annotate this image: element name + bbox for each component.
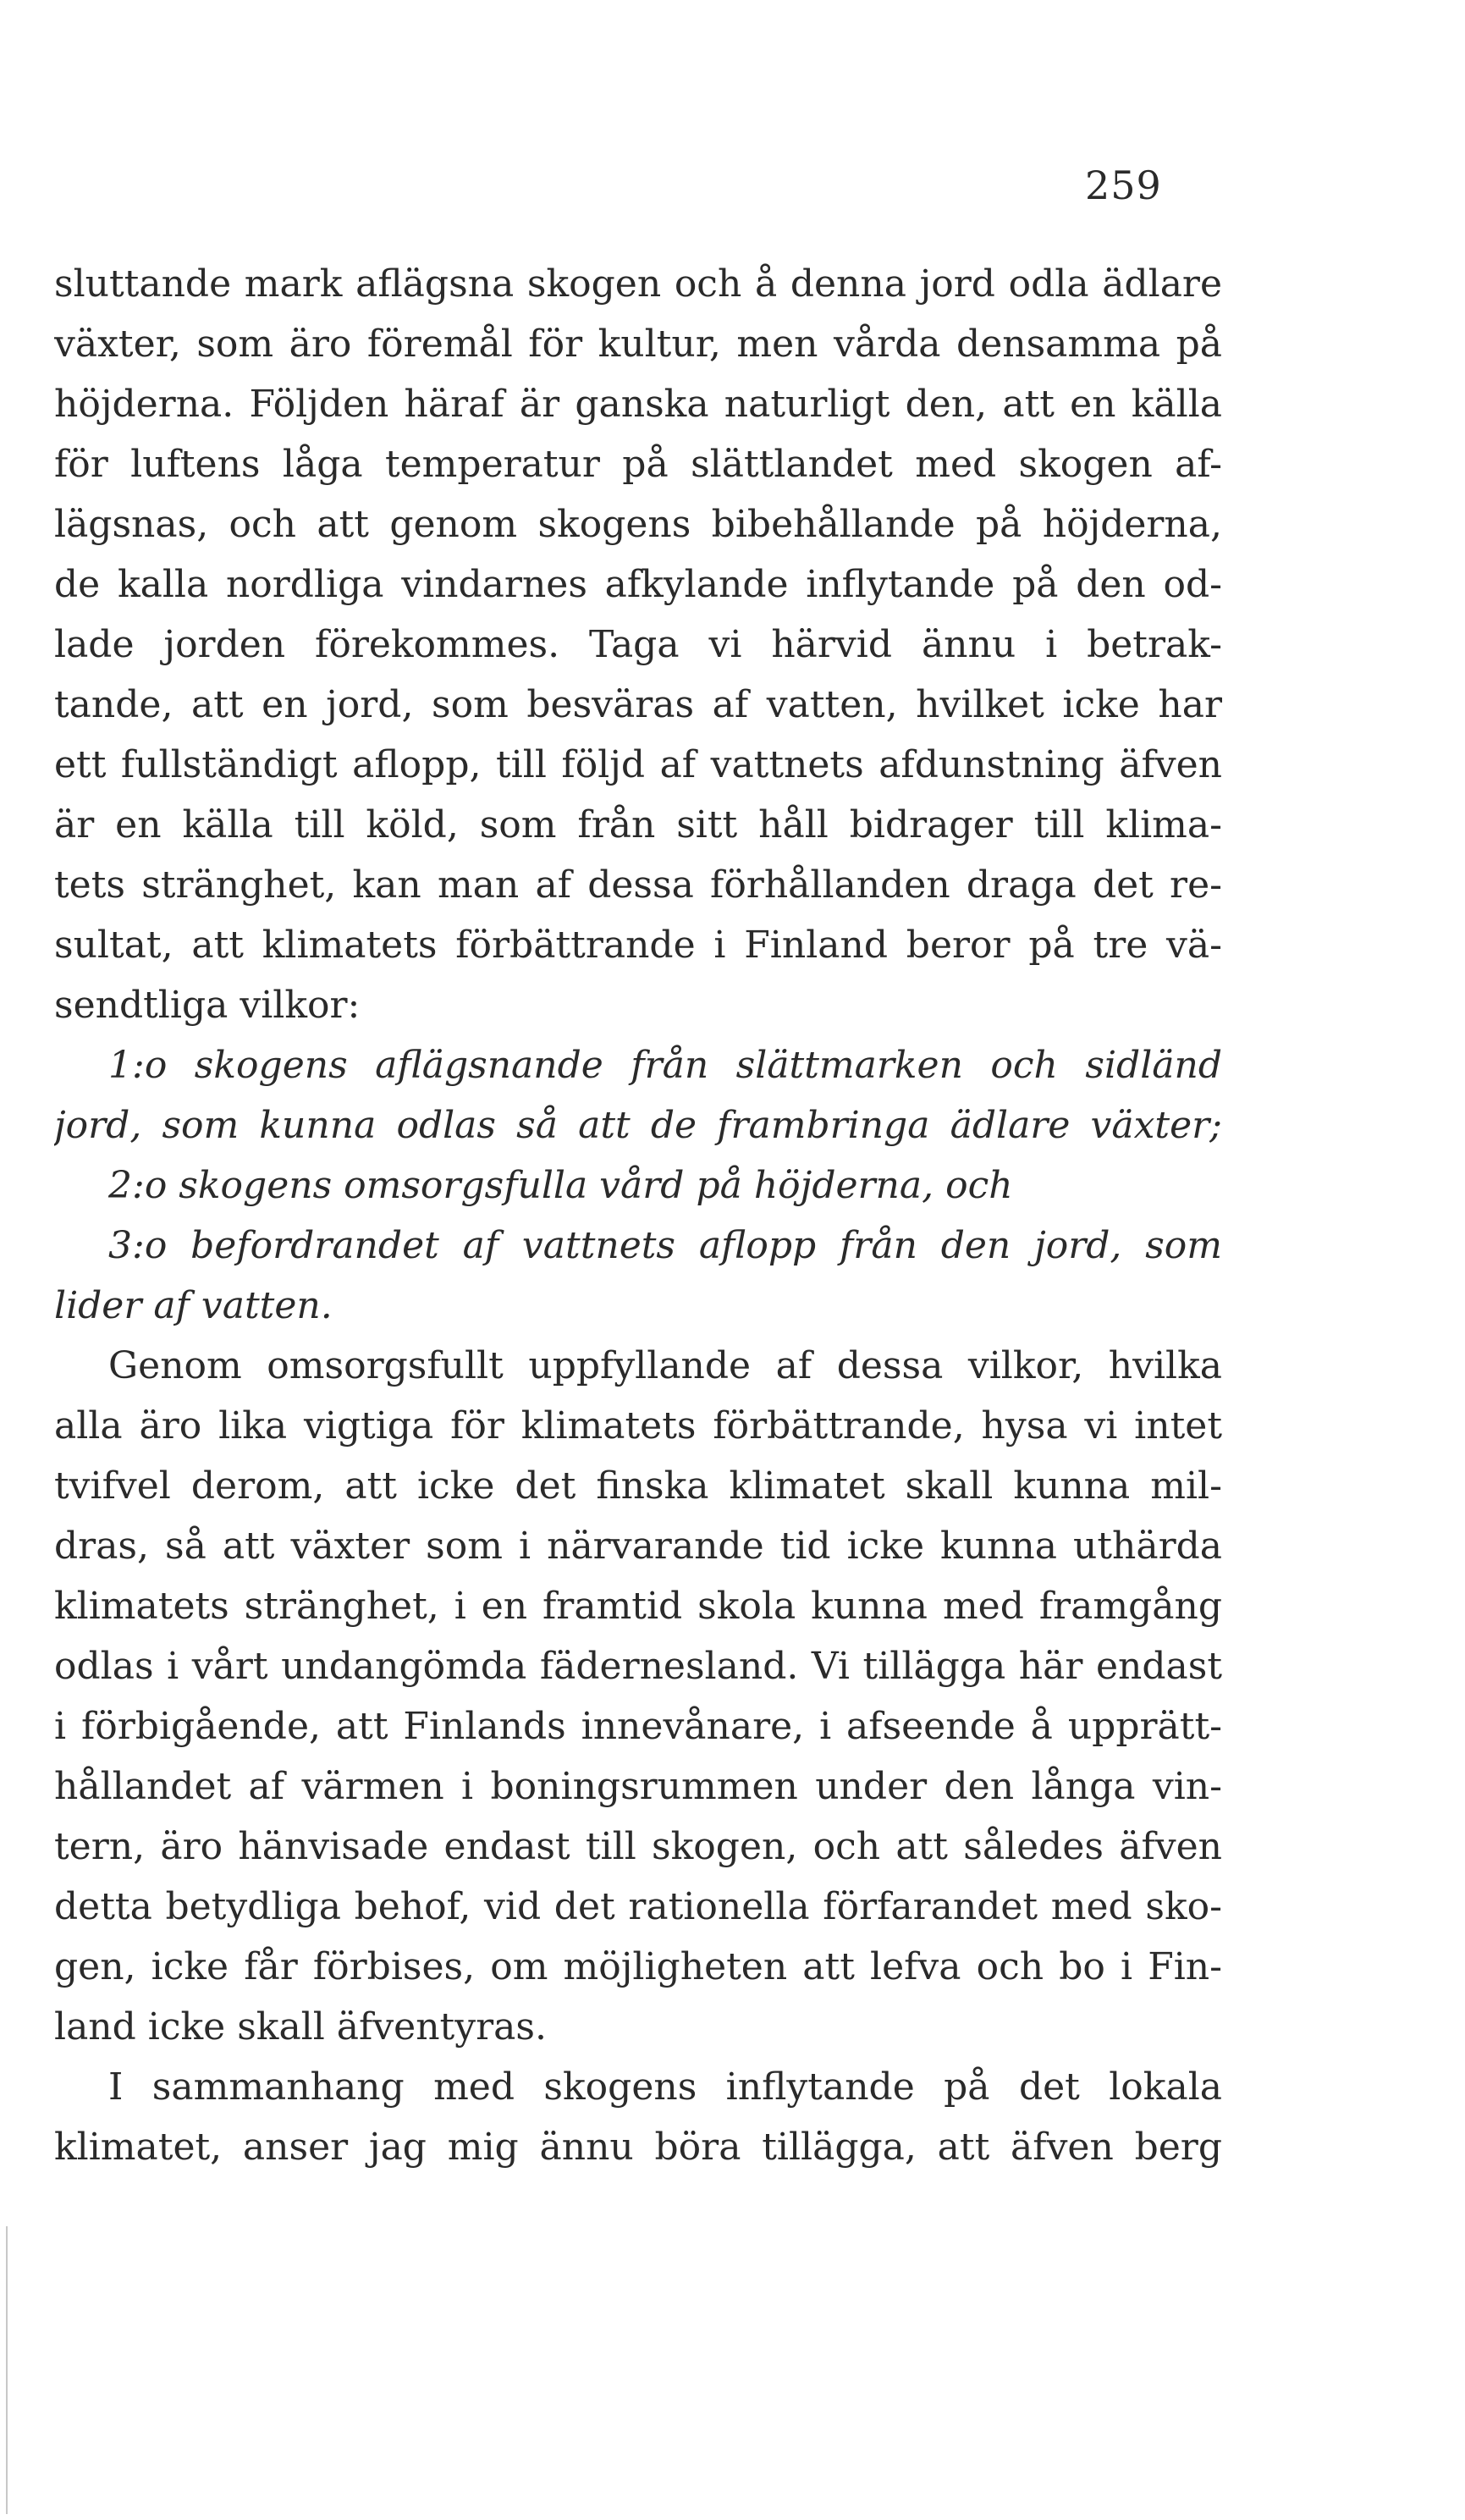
- text-line: sendtliga vilkor:: [54, 984, 361, 1027]
- text-line: i förbigående, att Finlands innevånare, i afseende å upprätt-: [54, 1705, 1222, 1748]
- text-line: lade jorden förekommes. Taga vi härvid ännu i betrak-: [54, 623, 1222, 666]
- text-line: de kalla nordliga vindarnes afkylande inflytande på den od-: [54, 563, 1222, 606]
- text-line: land icke skall äfventyras.: [54, 2005, 547, 2049]
- text-line: tern, äro hänvisade endast till skogen, och att således äfven: [54, 1825, 1222, 1868]
- text-line: gen, icke får förbises, om möjligheten att lefva och bo i Fin-: [54, 1945, 1222, 1988]
- text-line: sluttande mark aflägsna skogen och å denna jord odla ädlare: [54, 262, 1222, 306]
- condition-line: 3:o befordrandet af vattnets aflopp från den jord, som: [108, 1224, 1222, 1267]
- text-line: Genom omsorgsfullt uppfyllande af dessa vilkor, hvilka: [108, 1344, 1222, 1387]
- text-line: höjderna. Följden häraf är ganska naturligt den, att en källa: [54, 383, 1222, 426]
- text-line: detta betydliga behof, vid det rationella förfarandet med sko-: [54, 1885, 1222, 1928]
- text-line: klimatets stränghet, i en framtid skola kunna med framgång: [54, 1585, 1222, 1628]
- text-line: sultat, att klimatets förbättrande i Finland beror på tre vä-: [54, 924, 1222, 967]
- text-line: växter, som äro föremål för kultur, men vårda densamma på: [54, 323, 1222, 366]
- text-line: är en källa till köld, som från sitt håll bidrager till klima-: [54, 803, 1222, 846]
- text-line: ett fullständigt aflopp, till följd af vattnets afdunstning äfven: [54, 743, 1222, 786]
- text-line: lägsnas, och att genom skogens bibehållande på höjderna,: [54, 503, 1222, 546]
- text-line: dras, så att växter som i närvarande tid icke kunna uthärda: [54, 1525, 1222, 1568]
- page-edge-shadow: [6, 2226, 8, 2514]
- text-line: alla äro lika vigtiga för klimatets förbättrande, hysa vi intet: [54, 1404, 1222, 1447]
- body-text: [54, 254, 1222, 2177]
- condition-line: jord, som kunna odlas så att de frambringa ädlare växter;: [54, 1104, 1222, 1147]
- condition-line: lider af vatten.: [54, 1284, 333, 1327]
- text-line: klimatet, anser jag mig ännu böra tillägga, att äfven berg: [54, 2126, 1222, 2169]
- text-line: för luftens låga temperatur på slättlandet med skogen af-: [54, 443, 1222, 486]
- condition-line: 1:o skogens aflägsnande från slättmarken och sidländ: [108, 1044, 1222, 1087]
- condition-line: 2:o skogens omsorgsfulla vård på höjderna, och: [108, 1164, 1013, 1207]
- text-line: tvifvel derom, att icke det finska klimatet skall kunna mil-: [54, 1464, 1222, 1508]
- page-number: 259: [1085, 163, 1162, 208]
- text-line: I sammanhang med skogens inflytande på det lokala: [108, 2065, 1222, 2109]
- text-line: hållandet af värmen i boningsrummen under den långa vin-: [54, 1765, 1222, 1808]
- text-line: tande, att en jord, som besväras af vatten, hvilket icke har: [54, 683, 1222, 726]
- text-line: tets stränghet, kan man af dessa förhållanden draga det re-: [54, 863, 1222, 907]
- text-line: odlas i vårt undangömda fädernesland. Vi tillägga här endast: [54, 1645, 1222, 1688]
